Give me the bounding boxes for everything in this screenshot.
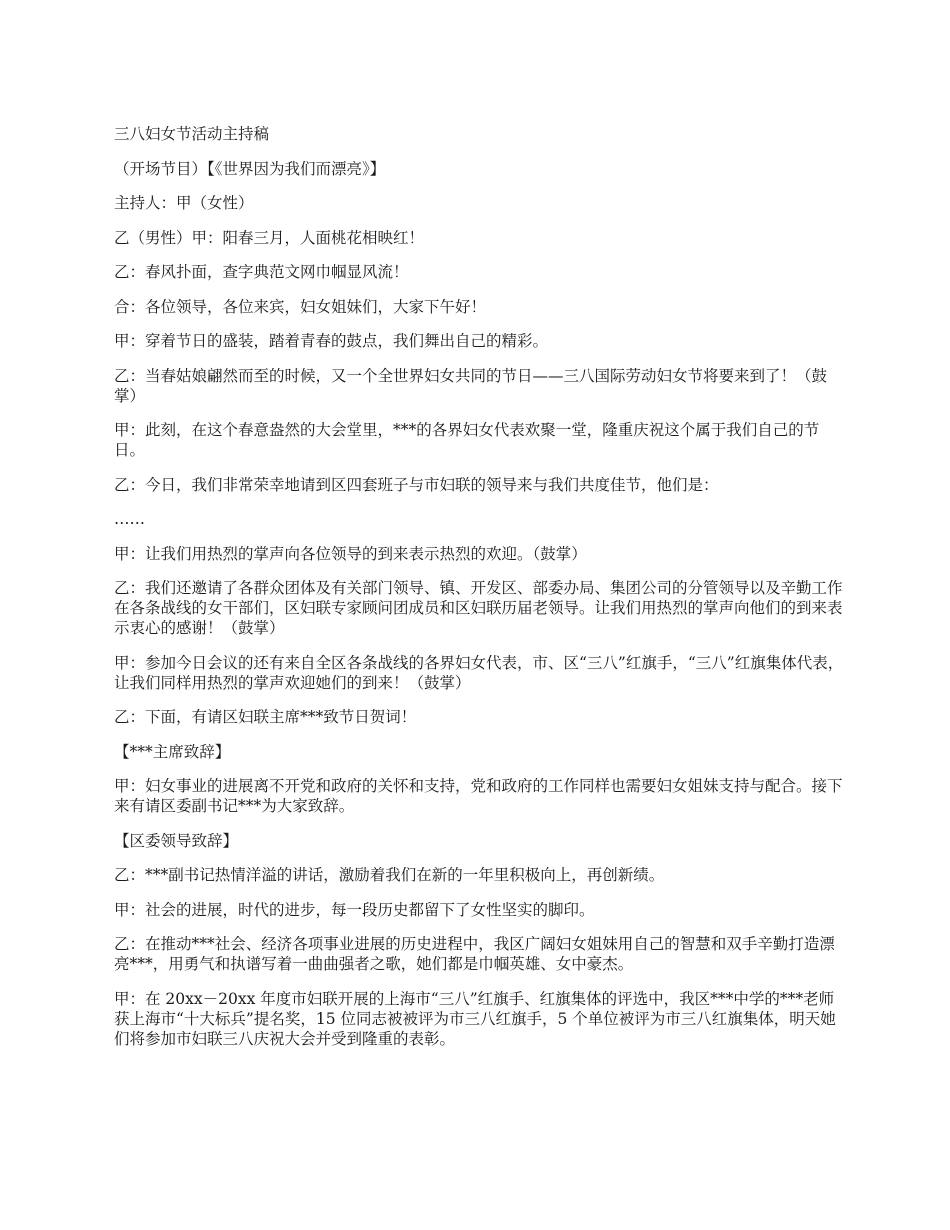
document-title: 三八妇女节活动主持稿 [114,125,270,143]
section-heading: 【区委领导致辞】 [114,831,239,850]
paragraph: 乙：今日，我们非常荣幸地请到区四套班子与市妇联的领导来与我们共度佳节，他们是： [114,475,719,494]
paragraph: 甲：穿着节日的盛装，踏着青春的鼓点，我们舞出自己的精彩。 [114,332,549,350]
paragraph: 乙（男性）甲：阳春三月，人面桃花相映红！ [114,228,425,247]
paragraph: 乙：春风扑面，查字典范文网巾帼显风流！ [114,263,409,281]
paragraph: 甲：妇女事业的进展离不开党和政府的关怀和支持，党和政府的工作同样也需要妇女姐妹支持与配合。接下来有请区委副书记***为大家致辞。 [114,777,843,815]
paragraph: 乙：***副书记热情洋溢的讲话，激励着我们在新的一年里积极向上，再创新绩。 [114,866,665,884]
paragraph-hosts: 主持人：甲（女性） [114,194,254,212]
section-heading: 【***主席致辞】 [114,742,231,761]
paragraph-ellipsis: …… [114,510,145,528]
paragraph: 甲：社会的进展，时代的进步，每一段历史都留下了女性坚实的脚印。 [114,900,595,919]
paragraph: 乙：我们还邀请了各群众团体及有关部门领导、镇、开发区、部委办局、集团公司的分管领导以及辛勤工作在各条战线的女干部们，区妇联专家顾问团成员和区妇联历届老领导。让我们用热烈的掌声向他们的到来表示衷心的感谢！（鼓掌） [114,579,843,637]
paragraph: 乙：当春姑娘翩然而至的时候，又一个全世界妇女共同的节日——三八国际劳动妇女节将要来到了！（鼓掌） [114,366,828,405]
paragraph: 甲：在 20xx－20xx 年度市妇联开展的上海市“三八”红旗手、红旗集体的评选中，我区***中学的***老师获上海市“十大标兵”提名奖，15 位同志被被评为市三八红旗手，5 个单位被评为市三八红旗集体，明天她们将参加市妇联三八庆祝大会并受到隆重的表彰。 [114,989,836,1048]
paragraph: 甲：让我们用热烈的掌声向各位领导的到来表示热烈的欢迎。（鼓掌） [114,544,587,563]
document-body [114,124,844,1063]
paragraph-opening-program: （开场节目）【《世界因为我们而漂亮》】 [114,159,386,178]
paragraph: 甲：此刻，在这个春意盎然的大会堂里，***的各界妇女代表欢聚一堂，隆重庆祝这个属于我们自己的节日。 [114,421,820,459]
paragraph: 乙：在推动***社会、经济各项事业进展的历史进程中，我区广阔妇女姐妹用自己的智慧和双手辛勤打造漂亮***，用勇气和执谱写着一曲曲强者之歌，她们都是巾帼英雄、女中豪杰。 [114,935,835,973]
paragraph: 合：各位领导，各位来宾，妇女姐妹们，大家下午好！ [114,297,487,316]
paragraph: 乙：下面，有请区妇联主席***致节日贺词！ [114,708,417,726]
paragraph: 甲：参加今日会议的还有来自全区各条战线的各界妇女代表，市、区“三八”红旗手，“三八”红旗集体代表，让我们同样用热烈的掌声欢迎她们的到来！（鼓掌） [114,653,844,692]
